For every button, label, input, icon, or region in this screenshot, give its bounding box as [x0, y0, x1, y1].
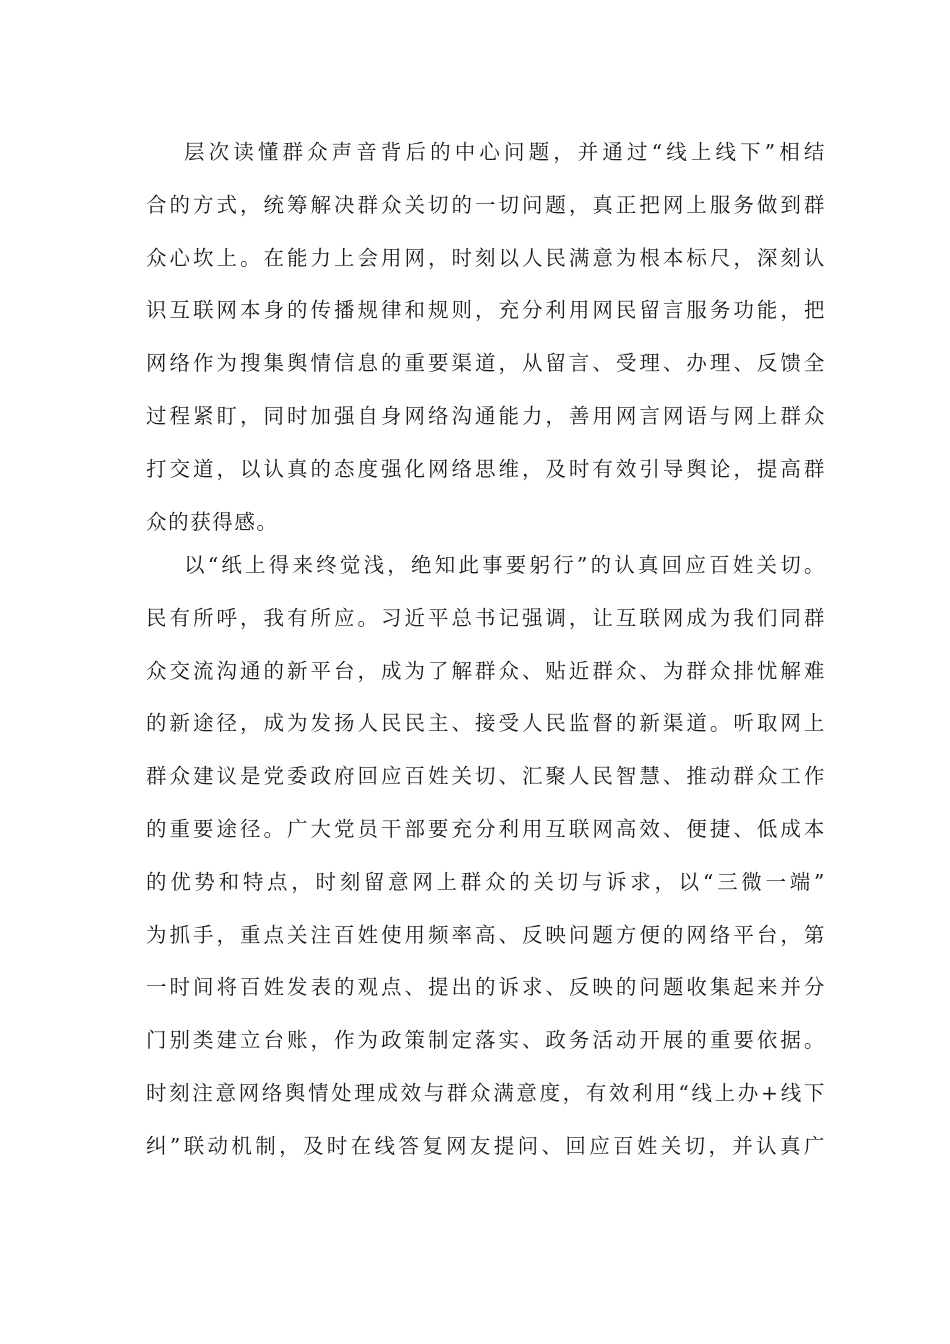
paragraph-2	[146, 539, 826, 1173]
text-line: 时刻注意网络舆情处理成效与群众满意度，有效利用“线上办+线下	[146, 1080, 826, 1105]
text-line: 的重要途径。广大党员干部要充分利用互联网高效、便捷、低成本	[146, 816, 826, 841]
text-line: 众的获得感。	[146, 509, 279, 534]
text-line: 过程紧盯，同时加强自身网络沟通能力，善用网言网语与网上群众	[146, 403, 826, 428]
text-line: 层次读懂群众声音背后的中心问题，并通过“线上线下”相结	[184, 140, 826, 164]
text-line: 门别类建立台账，作为政策制定落实、政务活动开展的重要依据。	[146, 1028, 826, 1053]
paragraph-1	[146, 126, 826, 548]
text-line: 纠”联动机制，及时在线答复网友提问、回应百姓关切，并认真广	[146, 1133, 826, 1158]
text-line: 民有所呼，我有所应。习近平总书记强调，让互联网成为我们同群	[146, 605, 826, 630]
text-line: 群众建议是党委政府回应百姓关切、汇聚人民智慧、推动群众工作	[146, 764, 826, 789]
text-line: 众心坎上。在能力上会用网，时刻以人民满意为根本标尺，深刻认	[146, 245, 826, 270]
text-line: 一时间将百姓发表的观点、提出的诉求、反映的问题收集起来并分	[146, 975, 826, 1000]
text-line: 以“纸上得来终觉浅，绝知此事要躬行”的认真回应百姓关切。	[184, 553, 826, 577]
text-line: 众交流沟通的新平台，成为了解群众、贴近群众、为群众排忧解难	[146, 658, 826, 683]
text-line: 的优势和特点，时刻留意网上群众的关切与诉求，以“三微一端”	[146, 869, 826, 894]
text-line: 合的方式，统筹解决群众关切的一切问题，真正把网上服务做到群	[146, 192, 826, 217]
text-line: 识互联网本身的传播规律和规则，充分利用网民留言服务功能，把	[146, 298, 826, 323]
text-line: 的新途径，成为发扬人民民主、接受人民监督的新渠道。听取网上	[146, 711, 826, 736]
text-line: 为抓手，重点关注百姓使用频率高、反映问题方便的网络平台，第	[146, 922, 826, 947]
text-line: 网络作为搜集舆情信息的重要渠道，从留言、受理、办理、反馈全	[146, 351, 826, 376]
text-line: 打交道，以认真的态度强化网络思维，及时有效引导舆论，提高群	[146, 456, 826, 481]
